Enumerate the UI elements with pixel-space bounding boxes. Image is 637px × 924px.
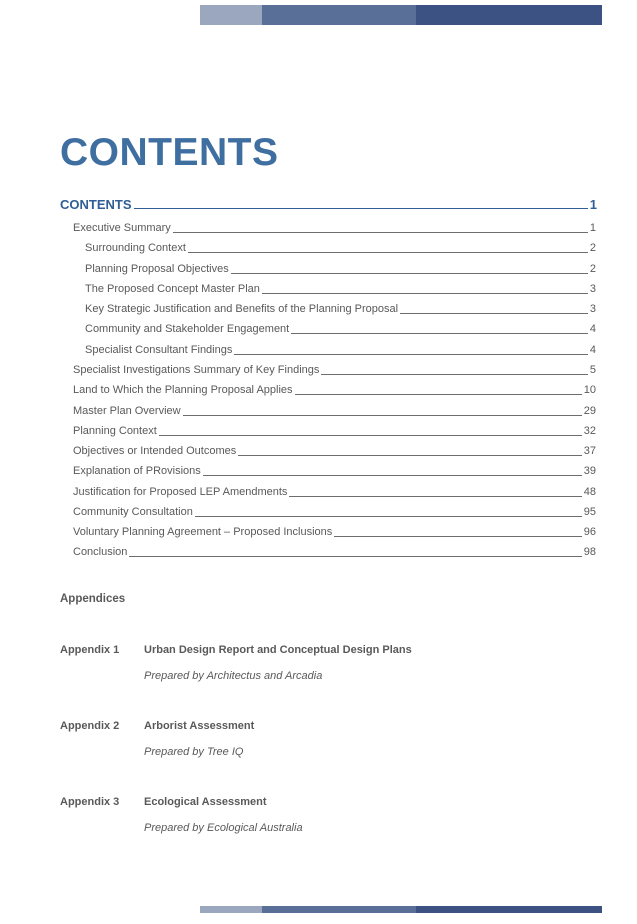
toc-entry-page: 4 [589,323,596,335]
toc-entry-label: CONTENTS [60,197,132,212]
toc-entry-strategic-justification[interactable] [85,302,596,316]
toc-entry-executive-summary[interactable] [73,221,596,235]
toc-leader-line [289,495,581,497]
toc-entry-surrounding-context[interactable] [85,241,596,255]
appendix-prepared-by: Prepared by Architectus and Arcadia [144,670,323,682]
toc-entry-label: Master Plan Overview [73,405,181,417]
toc-entry-page: 5 [589,364,596,376]
toc-leader-line [173,231,588,233]
toc-entry-consultant-findings[interactable] [85,343,596,357]
toc-entry-contents[interactable] [60,196,597,212]
page-title: CONTENTS [60,131,279,174]
toc-entry-label: Objectives or Intended Outcomes [73,445,237,457]
toc-leader-line [334,535,581,537]
toc-leader-line [129,555,581,557]
toc-entry-page: 95 [583,506,596,518]
toc-entry-page: 3 [589,283,596,295]
appendices-heading: Appendices [60,593,126,605]
toc-entry-justification-lep[interactable] [73,485,596,499]
toc-entry-label: Surrounding Context [85,242,186,254]
toc-entry-community-consultation[interactable] [73,505,596,519]
toc-entry-label: Specialist Consultant Findings [85,344,233,356]
toc-entry-label: Planning Proposal Objectives [85,263,229,275]
footer-bar-segment-mid [262,906,416,913]
toc-entry-page: 48 [583,486,596,498]
toc-leader-line [231,272,588,274]
toc-entry-master-plan-overview[interactable] [73,404,596,418]
toc-entry-voluntary-agreement[interactable] [73,525,596,539]
header-bar-segment-mid [262,5,416,25]
toc-leader-line [262,292,588,294]
appendix-title: Arborist Assessment [144,720,255,732]
toc-entry-page: 98 [583,546,596,558]
header-bar-segment-light [200,5,262,25]
toc-entry-label: Community and Stakeholder Engagement [85,323,290,335]
toc-leader-line [238,454,582,456]
footer-decoration-bar [200,906,602,913]
toc-leader-line [195,515,582,517]
toc-leader-line [134,207,588,209]
toc-leader-line [183,414,582,416]
toc-entry-label: Land to Which the Planning Proposal Applies [73,384,293,396]
toc-entry-label: Conclusion [73,546,128,558]
toc-entry-label: Community Consultation [73,506,193,518]
toc-entry-label: Justification for Proposed LEP Amendments [73,486,288,498]
header-bar-segment-dark [416,5,602,25]
toc-leader-line [321,373,587,375]
toc-entry-label: Executive Summary [73,222,171,234]
appendix-prepared-by: Prepared by Tree IQ [144,746,244,758]
toc-entry-page: 29 [583,405,596,417]
appendix-prepared-by: Prepared by Ecological Australia [144,822,303,834]
toc-entry-specialist-investigations[interactable] [73,363,596,377]
toc-entry-page: 1 [589,222,596,234]
toc-entry-label: Voluntary Planning Agreement – Proposed Inclusions [73,526,333,538]
toc-entry-explanation-provisions[interactable] [73,464,596,478]
toc-leader-line [291,332,588,334]
toc-entry-planning-proposal-objectives[interactable] [85,262,596,276]
toc-entry-page: 39 [583,465,596,477]
appendix-number: Appendix 1 [60,644,120,656]
toc-entry-label: Specialist Investigations Summary of Key Findings [73,364,320,376]
toc-leader-line [295,393,582,395]
toc-leader-line [188,251,588,253]
toc-leader-line [159,434,582,436]
toc-entry-label: Explanation of PRovisions [73,465,201,477]
toc-entry-page: 96 [583,526,596,538]
toc-entry-land-applies[interactable] [73,383,596,397]
toc-entry-conclusion[interactable] [73,545,596,559]
toc-entry-planning-context[interactable] [73,424,596,438]
toc-entry-label: Key Strategic Justification and Benefits of the Planning Proposal [85,303,399,315]
appendix-number: Appendix 3 [60,796,120,808]
toc-entry-label: Planning Context [73,425,157,437]
toc-entry-objectives-outcomes[interactable] [73,444,596,458]
toc-entry-page: 10 [583,384,596,396]
header-decoration-bar [200,5,602,25]
appendix-title: Urban Design Report and Conceptual Design Plans [144,644,412,656]
toc-entry-page: 32 [583,425,596,437]
toc-entry-page: 37 [583,445,596,457]
toc-entry-page: 2 [589,263,596,275]
toc-entry-page: 4 [589,344,596,356]
toc-leader-line [203,474,582,476]
footer-bar-segment-light [200,906,262,913]
toc-entry-community-engagement[interactable] [85,322,596,336]
toc-entry-page: 3 [589,303,596,315]
toc-entry-label: The Proposed Concept Master Plan [85,283,260,295]
toc-entry-page: 2 [589,242,596,254]
footer-bar-segment-dark [416,906,602,913]
toc-entry-concept-master-plan[interactable] [85,282,596,296]
appendix-number: Appendix 2 [60,720,120,732]
toc-entry-page: 1 [589,197,597,212]
appendix-title: Ecological Assessment [144,796,267,808]
toc-leader-line [400,312,588,314]
toc-leader-line [234,353,588,355]
